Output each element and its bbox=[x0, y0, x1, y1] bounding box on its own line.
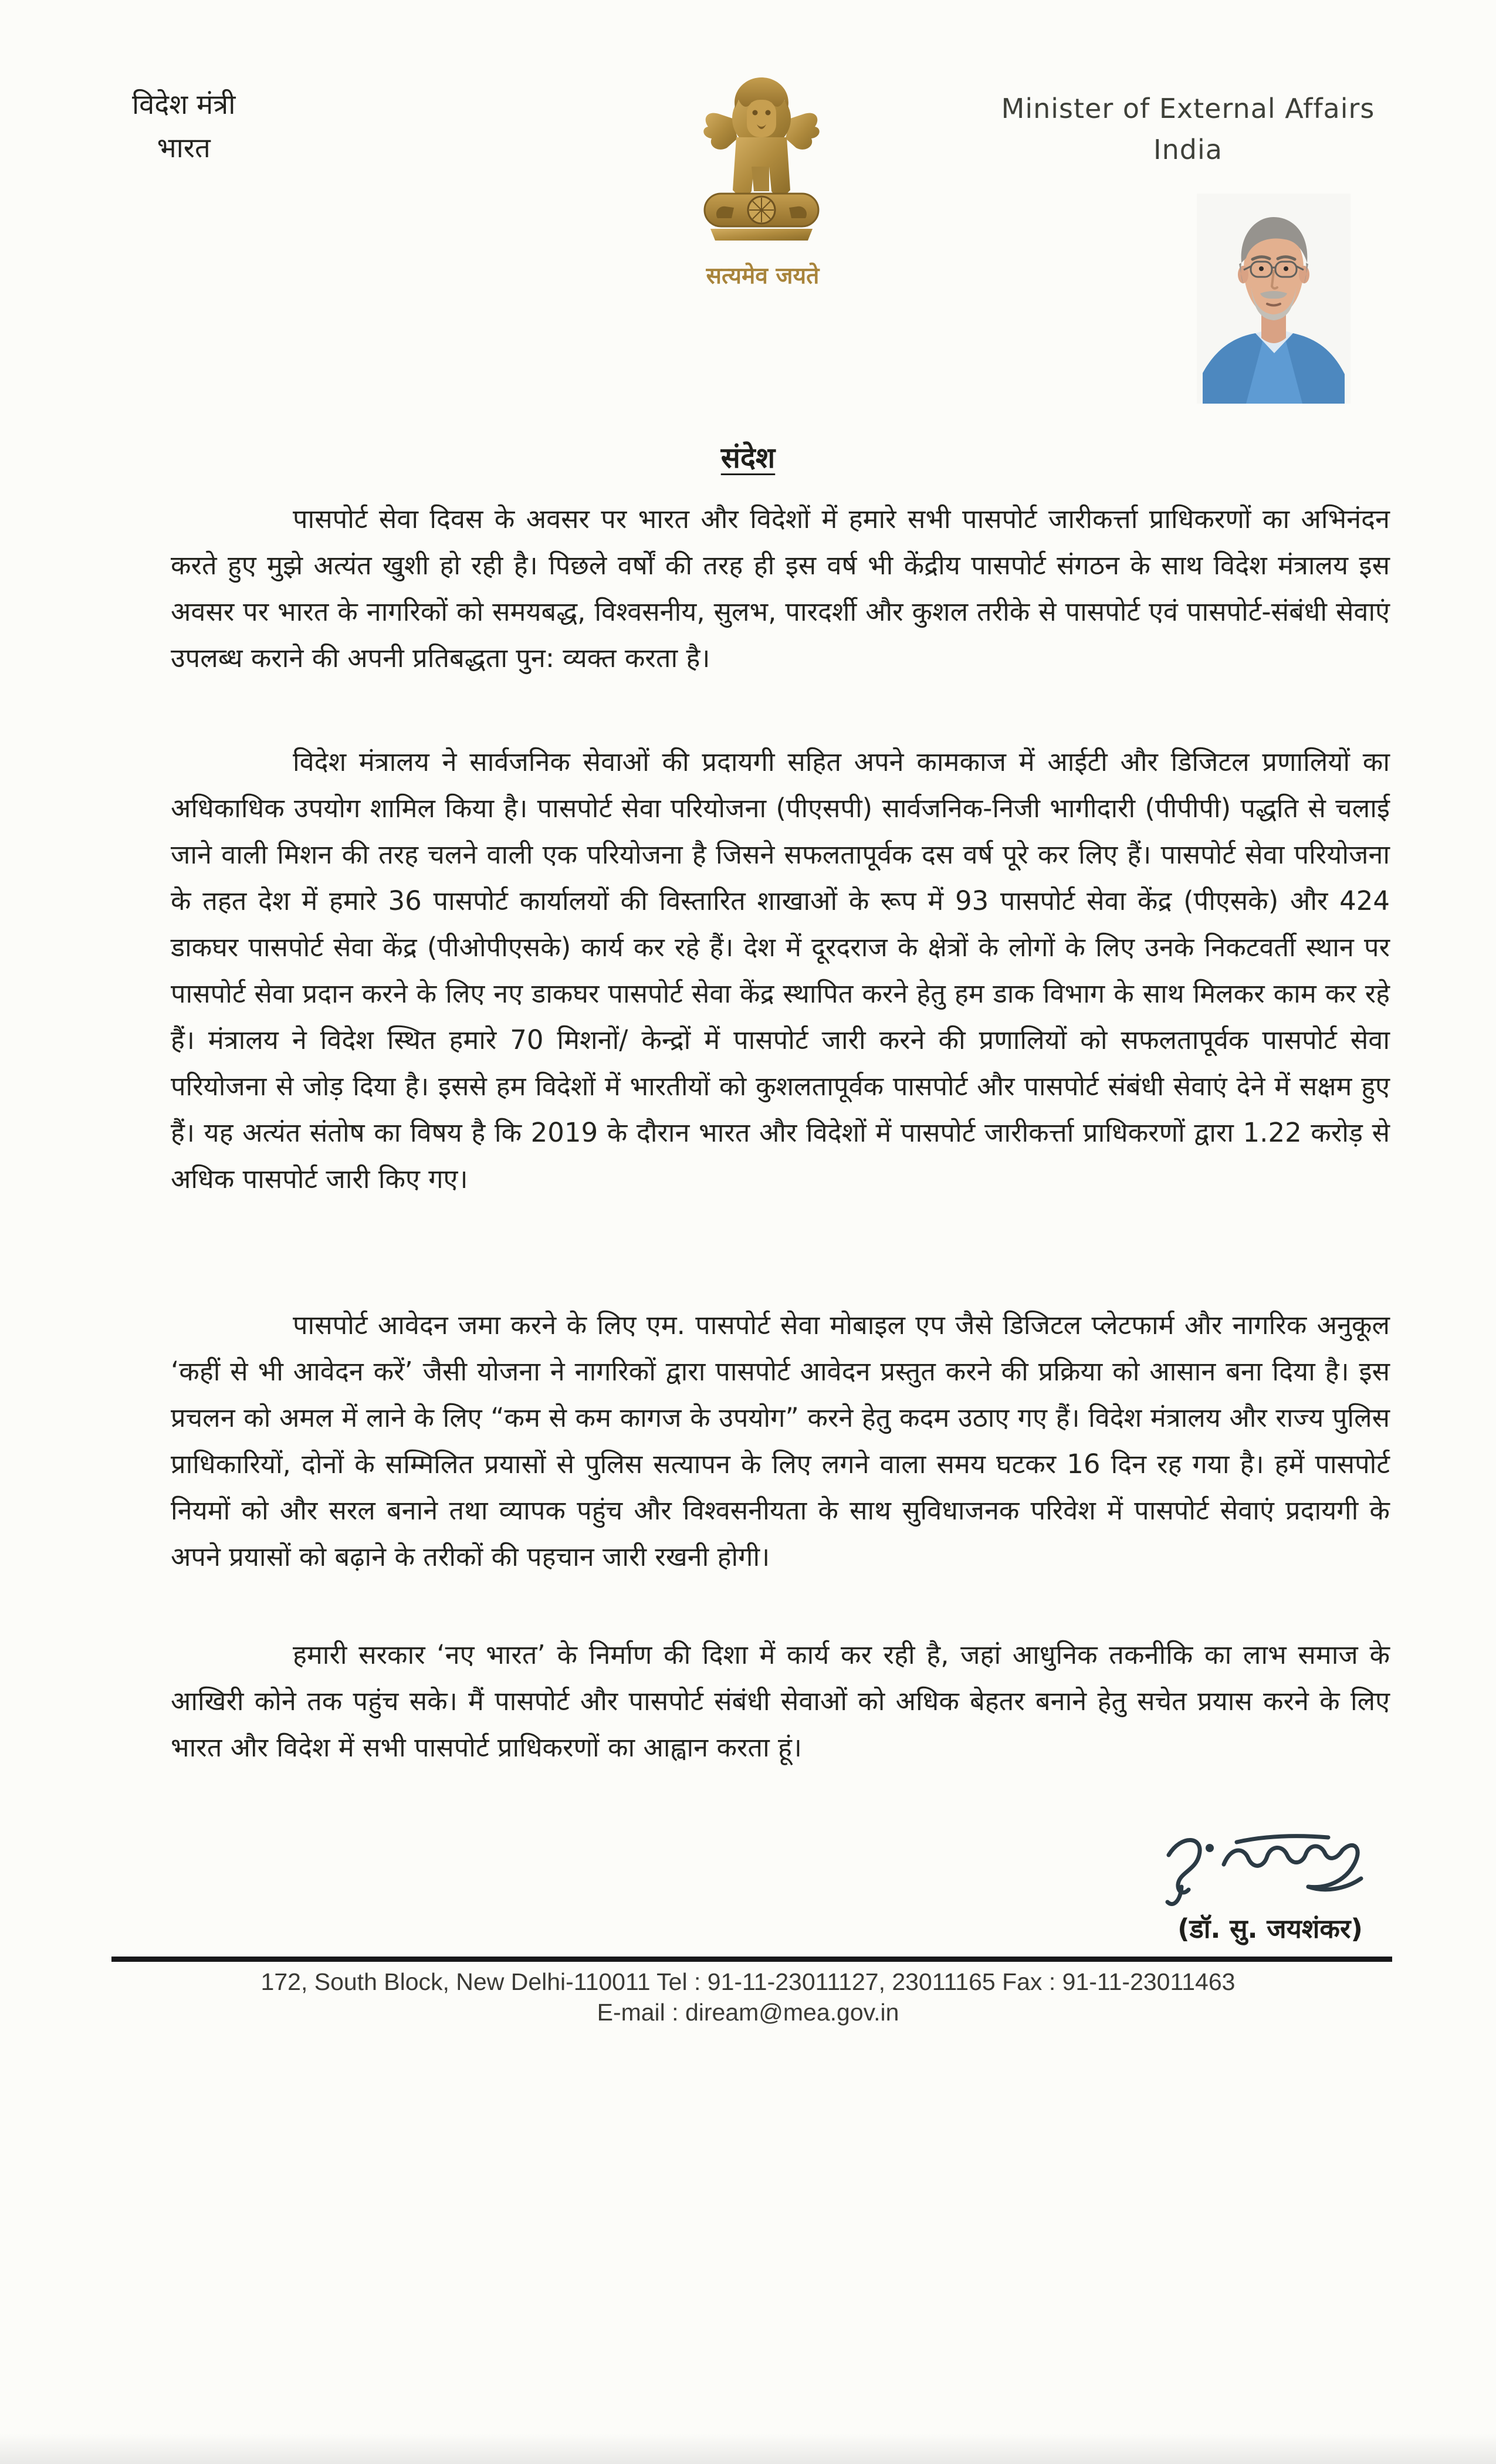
paragraph-2: विदेश मंत्रालय ने सार्वजनिक सेवाओं की प्रदायगी सहित अपने कामकाज में आईटी और डिजिटल प्रणालियों का अधिकाधिक उपयोग शामिल किया है। पासपोर्ट सेवा परियोजना (पीएसपी) सार्वजनिक-निजी भागीदारी (पीपीपी) पद्धति से चलाई जाने वाली मिशन की तरह चलने वाली एक परियोजना है जिसने सफलतापूर्वक दस वर्ष पूरे कर लिए हैं। पासपोर्ट सेवा परियोजना के तहत देश में हमारे 36 पासपोर्ट कार्यालयों की विस्तारित शाखाओं के रूप में 93 पासपोर्ट सेवा केंद्र (पीएसके) और 424 डाकघर पासपोर्ट सेवा केंद्र (पीओपीएसके) कार्य कर रहे हैं। देश में दूरदराज के क्षेत्रों के लोगों के लिए उनके निकटवर्ती स्थान पर पासपोर्ट सेवा प्रदान करने के लिए नए डाकघर पासपोर्ट सेवा केंद्र स्थापित करने हेतु हम डाक विभाग के साथ मिलकर काम कर रहे हैं। मंत्रालय ने विदेश स्थित हमारे 70 मिशनों/ केन्द्रों में पासपोर्ट जारी करने की प्रणालियों को सफलतापूर्वक पासपोर्ट सेवा परियोजना से जोड़ दिया है। इससे हम विदेशों में भारतीयों को कुशलतापूर्वक पासपोर्ट और पासपोर्ट संबंधी सेवाएं देने में सक्षम हुए हैं। यह अत्यंत संतोष का विषय है कि 2019 के दौरान भारत और विदेशों में पासपोर्ट जारीकर्त्ता प्राधिकरणों द्वारा 1.22 करोड़ से अधिक पासपोर्ट जारी किए गए। bbox=[171, 746, 1390, 1194]
minister-title-text: Minister of External Affairs bbox=[1001, 93, 1375, 124]
minister-country-text: India bbox=[1153, 134, 1223, 165]
message-heading: संदेश bbox=[720, 441, 776, 475]
paragraph-3: पासपोर्ट आवेदन जमा करने के लिए एम. पासपोर्ट सेवा मोबाइल एप जैसे डिजिटल प्लेटफार्म और नागरिक अनुकूल ‘कहीं से भी आवेदन करें’ जैसी योजना ने नागरिकों द्वारा पासपोर्ट आवेदन प्रस्तुत करने की प्रक्रिया को आसान बना दिया है। इस प्रचलन को अमल में लाने के लिए “कम से कम कागज के उपयोग” करने हेतु कदम उठाए गए हैं। विदेश मंत्रालय और राज्य पुलिस प्राधिकारियों, दोनों के सम्मिलित प्रयासों से पुलिस सत्यापन के लिए लगने वाला समय घटकर 16 दिन रह गया है। हमें पासपोर्ट नियमों को और सरल बनाने तथा व्यापक पहुंच और विश्वसनीयता के साथ सुविधाजनक परिवेश में पासपोर्ट सेवाएं प्रदायगी के अपने प्रयासों को बढ़ाने के तरीकों की पहचान जारी रखनी होगी। bbox=[171, 1309, 1390, 1572]
footer-address-line: 172, South Block, New Delhi-110011 Tel : 91-11-23011127, 23011165 Fax : 91-11-23011463 bbox=[260, 1968, 1236, 1995]
ashoka-lion-capital-graphic bbox=[696, 73, 827, 258]
handwritten-signature bbox=[1149, 1821, 1379, 1918]
footer-email-line: E-mail : diream@mea.gov.in bbox=[597, 1999, 899, 2026]
signatory-name: (डॉ. सु. जयशंकर) bbox=[1177, 1913, 1363, 1944]
letterhead-english-title bbox=[965, 88, 1411, 170]
signature-ink-strokes bbox=[1149, 1821, 1379, 1918]
footer-divider-rule bbox=[111, 1957, 1392, 1962]
minister-photo bbox=[1197, 194, 1351, 404]
letterhead-hindi-line1: विदेश मंत्री bbox=[132, 89, 236, 121]
ashoka-emblem-icon bbox=[696, 73, 827, 258]
minister-portrait-graphic bbox=[1197, 194, 1351, 404]
scanner-edge-artifact bbox=[0, 2433, 1496, 2464]
letterhead-hindi-title bbox=[132, 83, 235, 170]
letterhead-hindi-line2: भारत bbox=[157, 132, 211, 164]
paragraph-4: हमारी सरकार ‘नए भारत’ के निर्माण की दिशा में कार्य कर रही है, जहां आधुनिक तकनीकि का लाभ समाज के आखिरी कोने तक पहुंच सके। मैं पासपोर्ट और पासपोर्ट संबंधी सेवाओं को अधिक बेहतर बनाने हेतु सचेत प्रयास करने के लिए भारत और विदेश में सभी पासपोर्ट प्राधिकरणों का आह्वान करता हूं। bbox=[171, 1639, 1390, 1763]
satyameva-jayate-motto: सत्यमेव जयते bbox=[706, 263, 820, 289]
paragraph-1: पासपोर्ट सेवा दिवस के अवसर पर भारत और विदेशों में हमारे सभी पासपोर्ट जारीकर्त्ता प्राधिकरणों का अभिनंदन करते हुए मुझे अत्यंत खुशी हो रही है। पिछले वर्षों की तरह ही इस वर्ष भी केंद्रीय पासपोर्ट संगठन के साथ विदेश मंत्रालय इस अवसर पर भारत के नागरिकों को समयबद्ध, विश्वसनीय, सुलभ, पारदर्शी और कुशल तरीके से पासपोर्ट एवं पासपोर्ट-संबंधी सेवाएं उपलब्ध कराने की अपनी प्रतिबद्धता पुन: व्यक्त करता है। bbox=[171, 503, 1390, 673]
